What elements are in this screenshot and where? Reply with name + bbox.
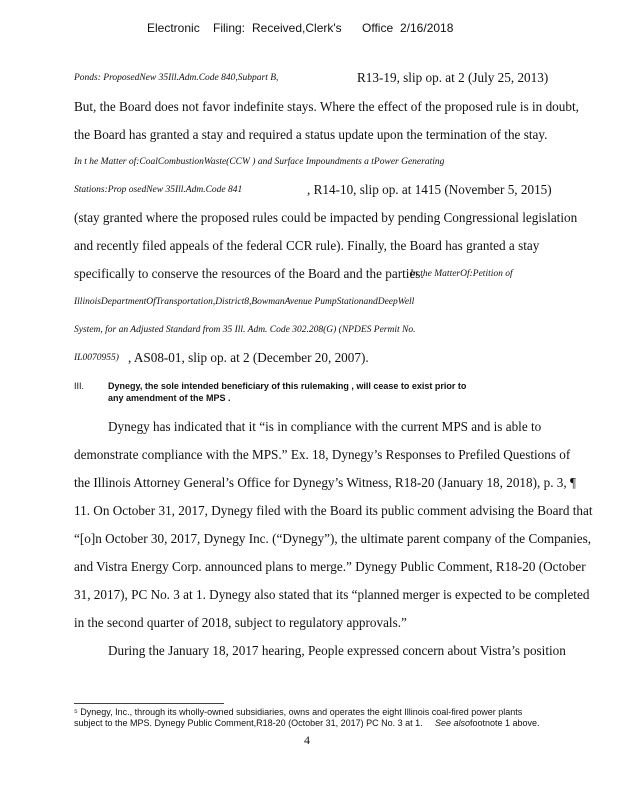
para2-line4: 11. On October 31, 2017, Dynegy filed with the Board its public comment advising the Board that: [74, 503, 593, 518]
para2-line6: and Vistra Energy Corp. announced plans to merge.” Dynegy Public Comment, R18-20 (October: [74, 559, 586, 574]
section-heading-line1: Dynegy, the sole intended beneficiary of this rulemaking , will cease to exist prior to: [108, 381, 467, 391]
para3-line1: During the January 18, 2017 hearing, People expressed concern about Vistra’s position: [108, 643, 566, 658]
header-office: Office: [362, 21, 394, 35]
citation-idot: In the MatterOf:Petition of: [410, 269, 513, 279]
header-date: 2/16/2018: [400, 21, 454, 35]
para2-line7: 31, 2017), PC No. 3 at 1. Dynegy also stated that its “planned merger is expected to be completed: [74, 587, 590, 602]
para1-line7: and recently filed appeals of the federal CCR rule). Finally, the Board has granted a stay: [74, 238, 540, 253]
para2-line3: the Illinois Attorney General’s Office for Dynegy’s Witness, R18-20 (January 18, 2018), p. 3, ¶: [74, 475, 576, 490]
citation-system: System, for an Adjusted Standard from 35 Ill. Adm. Code 302.208(G) (NPDES Permit No.: [74, 325, 416, 335]
citation-r13-19: R13-19, slip op. at 2 (July 25, 2013): [357, 70, 549, 85]
citation-district8: IllinoisDepartmentOfTransportation,District8,BowmanAvenue PumpStationandDeepWell: [74, 297, 415, 307]
citation-r14-10: , R14-10, slip op. at 1415 (November 5, 2015): [307, 182, 552, 197]
para1-line2: But, the Board does not favor indefinite stays. Where the effect of the proposed rule is in doubt,: [74, 99, 579, 114]
footnote-line2-end: footnote 1 above.: [470, 718, 540, 728]
citation-ponds: Ponds: ProposedNew 35Ill.Adm.Code 840,Subpart B,: [74, 73, 279, 83]
footnote-line2: subject to the MPS. Dynegy Public Comment,R18-20 (October 31, 2017) PC No. 3 at 1.: [74, 718, 423, 728]
footnote-see-also: See also: [435, 718, 471, 728]
para2-line5: “[o]n October 30, 2017, Dynegy Inc. (“Dynegy”), the ultimate parent company of the Companies,: [74, 531, 592, 546]
footnote-line1: ⁵ Dynegy, Inc., through its wholly-owned subsidiaries, owns and operates the eight Illinois coal-fired power plants: [74, 707, 523, 717]
citation-stations: Stations:Prop osedNew 35Ill.Adm.Code 841: [74, 185, 243, 195]
para1-line3: the Board has granted a stay and required a status update upon the termination of the stay.: [74, 127, 548, 142]
citation-ccw: In t he Matter of:CoalCombustionWaste(CCW ) and Surface Impoundments a tPower Generating: [74, 157, 445, 167]
para2-line1: Dynegy has indicated that it “is in compliance with the current MPS and is able to: [108, 419, 542, 434]
para2-line2: demonstrate compliance with the MPS.” Ex. 18, Dynegy’s Responses to Prefiled Questions of: [74, 447, 571, 462]
page-number: 4: [304, 733, 310, 747]
para1-line6: (stay granted where the proposed rules could be impacted by pending Congressional legislation: [74, 210, 578, 225]
para1-line8: specifically to conserve the resources of the Board and the parties.: [74, 266, 424, 281]
citation-il0070955: IL0070955): [74, 353, 119, 363]
header-filing: Filing:: [213, 21, 246, 35]
header-electronic: Electronic: [147, 21, 200, 35]
section-heading-line2: any amendment of the MPS .: [108, 393, 231, 403]
citation-as08-01: , AS08-01, slip op. at 2 (December 20, 2007).: [128, 350, 369, 365]
section-number: III.: [74, 381, 85, 391]
footnote-rule: [74, 703, 224, 704]
header-received: Received,Clerk's: [252, 21, 342, 35]
para2-line8: in the second quarter of 2018, subject to regulatory approvals.”: [74, 615, 407, 630]
